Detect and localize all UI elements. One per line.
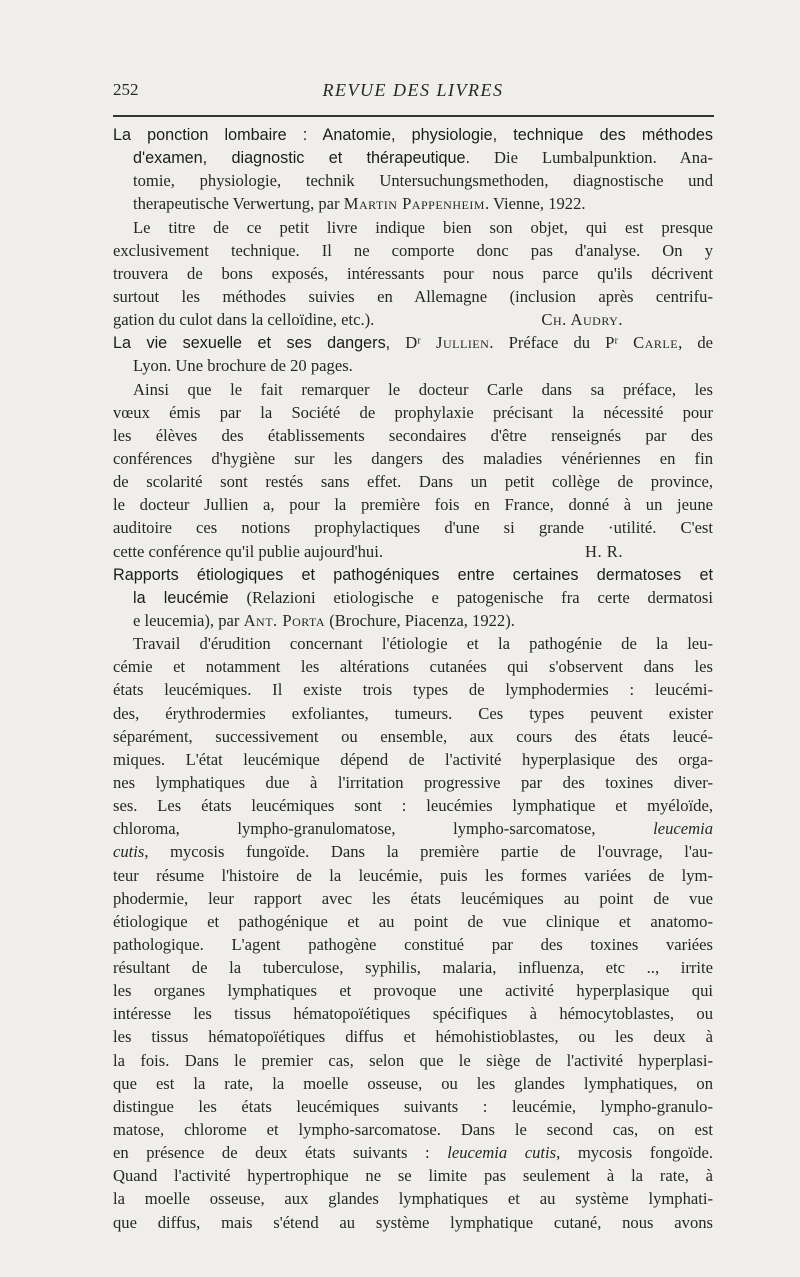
text-run: conférences d'hygiène sur les dangers des maladies vénériennes en fin	[113, 448, 713, 468]
text-run: miques. L'état leucémique dépend de l'activité hyperplasique des orga-	[113, 749, 713, 769]
text-line	[113, 540, 713, 563]
text-line	[113, 771, 713, 794]
text-run: gation du culot dans la celloïdine, etc.).	[113, 310, 375, 330]
text-run: ses. Les états leucémiques sont : leucémies lymphatique et myéloïde,	[113, 796, 713, 816]
text-run: distingue les états leucémiques suivants : leucémie, lympho-granulo-	[113, 1096, 713, 1116]
text-run: chloroma, lympho-granulomatose, lympho-sarcomatose,	[113, 819, 654, 839]
article-body	[113, 216, 713, 332]
text-run: surtout les méthodes suivies en Allemagne (inclusion après centrifu-	[113, 286, 713, 306]
text-line	[113, 887, 713, 910]
text-line	[113, 308, 713, 331]
text-run: exclusivement technique. Il ne comporte donc pas d'analyse. On y	[113, 240, 713, 260]
text-line	[113, 748, 713, 771]
text-run: e leucemia), par	[133, 610, 244, 630]
text-run: trouvera de bons exposés, intéressants pour nous parce qu'ils décrivent	[113, 263, 713, 283]
text-run: tomie, physiologie, technik Untersuchungsmethoden, diagnostische und	[133, 171, 713, 191]
text-line	[113, 609, 713, 632]
review-article	[113, 123, 713, 331]
article-heading	[113, 331, 713, 377]
text-run: nes lymphatiques due à l'irritation progressive par des toxines diver-	[113, 772, 713, 792]
text-line	[113, 239, 713, 262]
text-line	[113, 864, 713, 887]
text-run: Dʳ	[390, 333, 437, 353]
text-run: résultant de la tuberculose, syphilis, malaria, influenza, etc .., irrite	[113, 958, 713, 978]
text-run: Le titre de ce petit livre indique bien son objet, qui est presque	[133, 217, 713, 237]
text-line	[113, 1141, 713, 1164]
article-body	[113, 378, 713, 563]
text-line	[113, 1002, 713, 1025]
text-run: Quand l'activité hypertrophique ne se limite pas seulement à la rate, à	[113, 1166, 713, 1186]
text-line	[113, 1187, 713, 1210]
text-line	[113, 401, 713, 424]
text-run: , de	[678, 333, 714, 353]
text-line	[113, 1164, 713, 1187]
text-line	[113, 1025, 713, 1048]
text-run: vœux émis par la Société de prophylaxie précisant la nécessité pour	[113, 402, 713, 422]
text-line	[113, 678, 713, 701]
page-number: 252	[113, 80, 139, 99]
text-line	[113, 1211, 713, 1234]
text-run: Lyon. Une brochure de 20 pages.	[133, 356, 353, 376]
header-rule	[113, 115, 714, 117]
running-title: REVUE DES LIVRES	[322, 80, 504, 100]
reviewer-signature: Ch. Audry.	[541, 310, 623, 330]
text-line	[113, 956, 713, 979]
text-run: que diffus, mais s'étend au système lymphatique cutané, nous avons	[113, 1212, 713, 1232]
heading-text: la leucémie	[133, 588, 229, 607]
italic-term: leucemia	[653, 819, 713, 839]
text-run: Die Lumbalpunktion. Ana-	[470, 148, 713, 168]
text-line	[113, 354, 713, 377]
text-run: la moelle osseuse, aux glandes lymphatiques et au système lymphati-	[113, 1189, 713, 1209]
text-line	[113, 1095, 713, 1118]
text-run: . Préface du Pʳ	[489, 333, 634, 353]
text-line	[113, 424, 713, 447]
text-line	[113, 1072, 713, 1095]
text-run: états leucémiques. Il existe trois types de lymphodermies : leucémi-	[113, 680, 713, 700]
text-line	[113, 725, 713, 748]
text-run: . Vienne, 1922.	[484, 194, 586, 214]
text-line	[113, 586, 713, 609]
text-line	[113, 447, 713, 470]
heading-text: Rapports étiologiques et pathogéniques entre certaines dermatoses et	[113, 565, 713, 584]
text-run: de scolarité sont restés sans effet. Dans un petit collège de province,	[113, 472, 713, 492]
text-run: en présence de deux états suivants :	[113, 1143, 448, 1163]
text-line	[113, 192, 713, 215]
text-line	[113, 378, 713, 401]
text-run: étiologique et pathogénique et au point de vue clinique et anatomo-	[113, 911, 713, 931]
text-run: phodermie, leur rapport avec les états leucémiques au point de vue	[113, 888, 713, 908]
text-line	[113, 516, 713, 539]
text-run: le docteur Jullien a, pour la première fois en France, donné à un jeune	[113, 495, 713, 515]
heading-text: d'examen, diagnostic et thérapeutique.	[133, 149, 471, 168]
text-run: (Brochure, Piacenza, 1922).	[325, 610, 515, 630]
italic-term: cutis	[113, 842, 145, 862]
text-run: , mycosis fungoïde. Dans la première partie de l'ouvrage, l'au-	[144, 842, 713, 862]
text-line	[113, 1049, 713, 1072]
text-line	[113, 285, 713, 308]
text-run: les tissus hématopoïétiques diffus et hémohistioblastes, ou les deux à	[113, 1027, 713, 1047]
article-heading	[113, 123, 713, 216]
text-line	[113, 933, 713, 956]
author-name: Martin Pappenheim	[343, 194, 485, 214]
text-line	[113, 702, 713, 725]
review-article	[113, 331, 713, 562]
text-run: que est la rate, la moelle osseuse, ou les glandes lymphatiques, on	[113, 1073, 713, 1093]
heading-text: La ponction lombaire : Anatomie, physiologie, technique des méthodes	[113, 126, 713, 144]
text-line	[113, 493, 713, 516]
text-run: Ainsi que le fait remarquer le docteur Carle dans sa préface, les	[133, 379, 713, 399]
text-run: auditoire ces notions prophylactiques d'une si grande ·utilité. C'est	[113, 518, 713, 538]
text-run: les organes lymphatiques et provoque une activité hyperplasique qui	[113, 981, 713, 1001]
author-name: Ant. Porta	[243, 610, 326, 630]
text-line	[113, 123, 713, 146]
article-heading	[113, 563, 713, 632]
text-run: séparément, successivement ou ensemble, aux cours des états leucé-	[113, 726, 713, 746]
text-line	[113, 146, 713, 169]
article-body	[113, 632, 713, 1234]
text-line	[113, 910, 713, 933]
text-line	[113, 169, 713, 192]
text-run: la fois. Dans le premier cas, selon que le siège de l'activité hyperplasi-	[113, 1050, 713, 1070]
page-body	[113, 123, 713, 1234]
text-line	[113, 632, 713, 655]
text-run: cémie et notamment les altérations cutanées qui s'observent dans les	[113, 657, 713, 677]
text-run: des, érythrodermies exfoliantes, tumeurs. Ces types peuvent exister	[113, 703, 713, 723]
reviewer-signature: H. R.	[585, 541, 623, 561]
heading-text: La vie sexuelle et ses dangers,	[113, 334, 391, 353]
text-run: intéresse les tissus hématopoïétiques spécifiques à hémocytoblastes, ou	[113, 1004, 713, 1024]
text-run: les élèves des établissements secondaires d'être renseignés par des	[113, 425, 713, 445]
text-line	[113, 216, 713, 239]
text-run: cette conférence qu'il publie aujourd'hui.	[113, 541, 383, 561]
text-line	[113, 979, 713, 1002]
text-line	[113, 262, 713, 285]
text-run: , mycosis fongoïde.	[556, 1143, 713, 1163]
text-run: teur résume l'histoire de la leucémie, puis les formes variées de lym-	[113, 865, 713, 885]
italic-term: leucemia cutis	[447, 1143, 557, 1163]
text-run: therapeutische Verwertung, par	[133, 194, 344, 214]
text-run: matose, chlorome et lympho-sarcomatose. Dans le second cas, on est	[113, 1120, 713, 1140]
text-line	[113, 331, 713, 354]
review-article	[113, 563, 713, 1234]
text-run: pathologique. L'agent pathogène constitué par des toxines variées	[113, 934, 713, 954]
text-line	[113, 470, 713, 493]
author-name: Jullien	[436, 333, 490, 353]
text-line	[113, 817, 713, 840]
text-run: (Relazioni etiologische e patogenische fra certe dermatosi	[228, 587, 713, 607]
author-name: Carle	[633, 333, 679, 353]
text-line	[113, 840, 713, 863]
running-header	[113, 80, 713, 104]
text-run: Travail d'érudition concernant l'étiologie et la pathogénie de la leu-	[133, 634, 713, 654]
text-line	[113, 1118, 713, 1141]
text-line	[113, 655, 713, 678]
text-line	[113, 794, 713, 817]
text-line	[113, 563, 713, 586]
